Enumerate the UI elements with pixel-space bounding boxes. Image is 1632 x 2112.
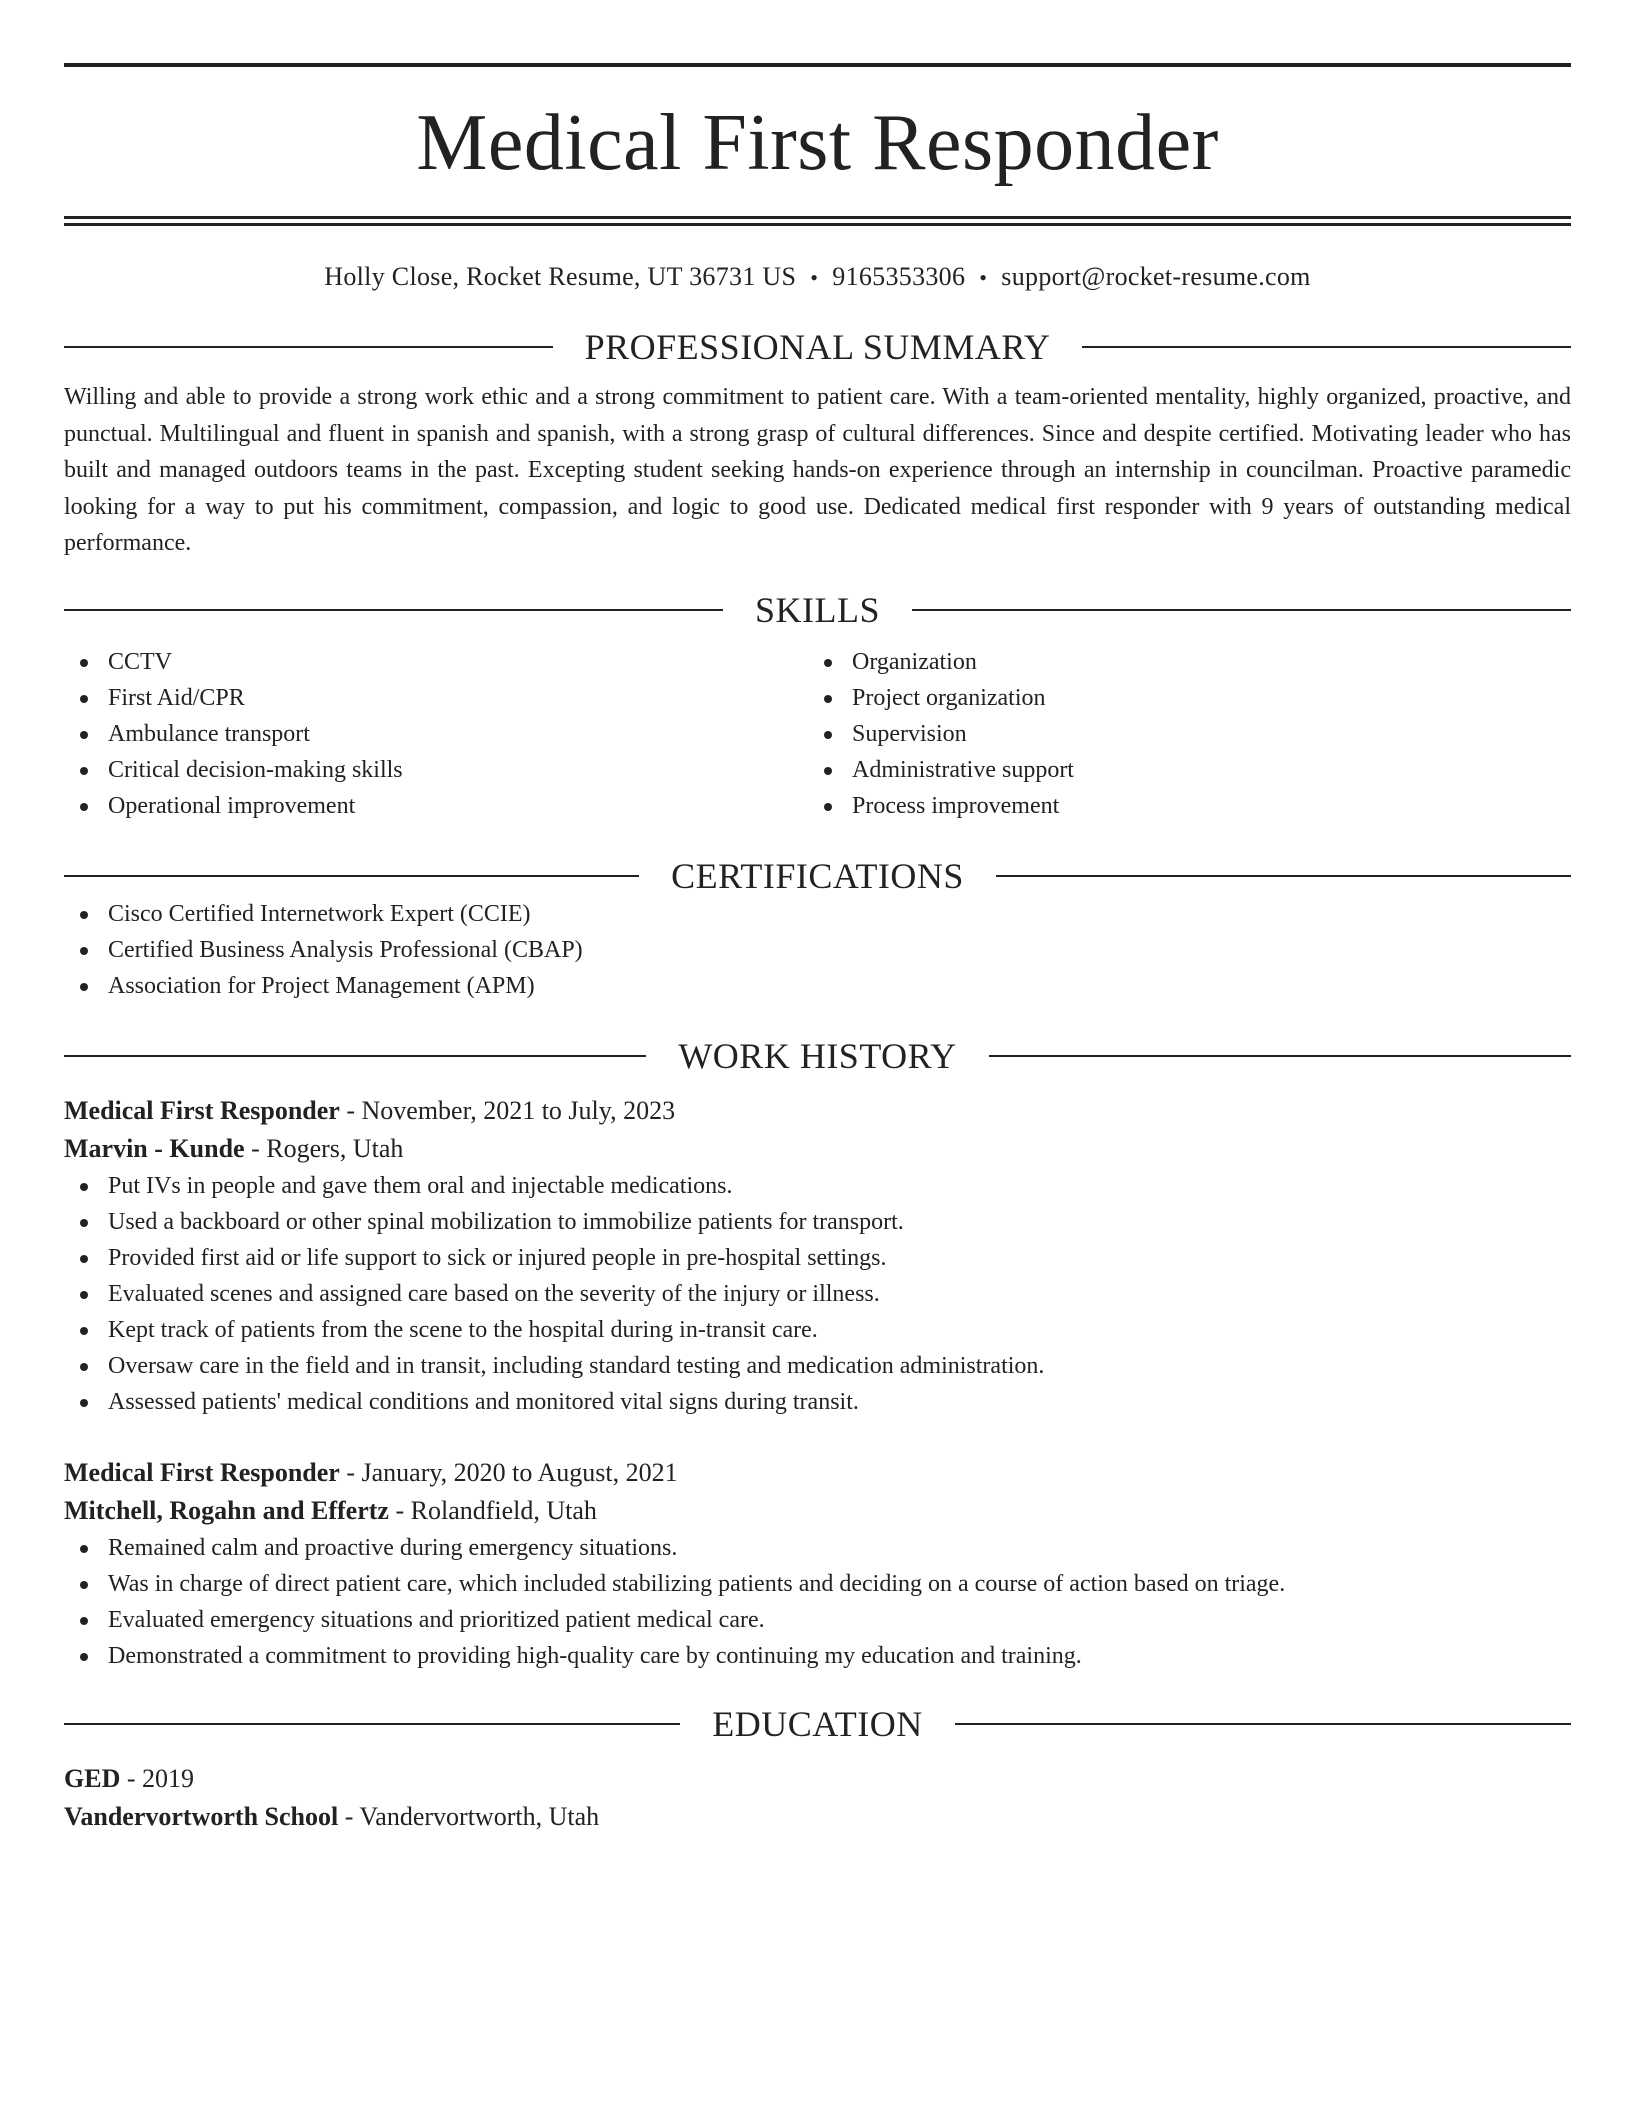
contact-line — [64, 262, 1571, 293]
skill-item: Organization — [808, 644, 1552, 680]
education-school-line — [64, 1798, 1571, 1836]
job-duty-item: Assessed patients' medical conditions and monitored vital signs during transit. — [64, 1384, 1571, 1420]
job-duty-item: Kept track of patients from the scene to the hospital during in-transit care. — [64, 1312, 1571, 1348]
contact-address: Holly Close, Rocket Resume, UT 36731 US — [324, 262, 797, 291]
job-duty-item: Remained calm and proactive during emergency situations. — [64, 1530, 1571, 1566]
heading-rule — [64, 875, 639, 877]
heading-rule — [64, 609, 723, 611]
skills-columns — [64, 644, 1571, 824]
job-company: Mitchell, Rogahn and Effertz — [64, 1495, 389, 1525]
section-title: CERTIFICATIONS — [671, 855, 964, 896]
section-heading-education — [64, 1704, 1571, 1744]
job-dates: - January, 2020 to August, 2021 — [339, 1457, 678, 1487]
job-duties-list — [64, 1168, 1571, 1420]
job-duty-item: Evaluated scenes and assigned care based on the severity of the injury or illness. — [64, 1276, 1571, 1312]
job-company: Marvin - Kunde — [64, 1133, 245, 1163]
job-duties-list — [64, 1530, 1571, 1674]
job-duty-item: Put IVs in people and gave them oral and injectable medications. — [64, 1168, 1571, 1204]
job-title-line — [64, 1454, 1571, 1492]
skill-item: Ambulance transport — [64, 716, 808, 752]
section-title: SKILLS — [755, 589, 881, 630]
contact-email: support@rocket-resume.com — [1001, 262, 1311, 291]
skill-item: First Aid/CPR — [64, 680, 808, 716]
certification-item: Association for Project Management (APM) — [64, 968, 1571, 1004]
section-title: WORK HISTORY — [678, 1035, 957, 1076]
job-title: Medical First Responder — [64, 1095, 340, 1125]
job-duty-item: Oversaw care in the field and in transit, including standard testing and medication administration. — [64, 1348, 1571, 1384]
skills-list-right — [808, 644, 1552, 824]
section-title: PROFESSIONAL SUMMARY — [584, 327, 1051, 367]
skill-item: Administrative support — [808, 752, 1552, 788]
job-title: Medical First Responder — [64, 1457, 340, 1487]
skill-item: Supervision — [808, 716, 1552, 752]
skill-item: Operational improvement — [64, 788, 808, 824]
job-title-line — [64, 1092, 1571, 1130]
heading-rule — [996, 875, 1571, 877]
section-heading-summary — [64, 327, 1571, 367]
section-heading-certifications — [64, 856, 1571, 896]
summary-text: Willing and able to provide a strong work ethic and a strong commitment to patient care. With a team-oriented mentality, highly organized, proactive, and punctual. Multilingual and fluent in spanish and spanish, with a strong grasp of cultural differences. Since and despite certified. Motivating leader who has built and managed outdoors teams in the past. Excepting student seeking hands-on experience through an internship in councilman. Proactive paramedic looking for a way to put his commitment, compassion, and logic to good use. Dedicated medical first responder with 9 years of outstanding medical performance. — [64, 384, 1571, 556]
title-double-rule — [64, 216, 1571, 226]
job-company-line — [64, 1492, 1571, 1530]
heading-rule — [912, 609, 1571, 611]
job-company-line — [64, 1130, 1571, 1168]
job-entry — [64, 1454, 1571, 1674]
education-school: Vandervortworth School — [64, 1801, 339, 1831]
education-entry — [64, 1760, 1571, 1836]
section-heading-skills — [64, 590, 1571, 630]
heading-rule — [64, 1723, 680, 1725]
education-location: - Vandervortworth, Utah — [338, 1801, 600, 1831]
certifications-list — [64, 896, 1571, 1004]
education-year: - 2019 — [120, 1763, 195, 1793]
job-duty-item: Was in charge of direct patient care, which included stabilizing patients and deciding on a course of action based on triage. — [64, 1566, 1571, 1602]
skills-list-left — [64, 644, 808, 824]
education-degree: GED — [64, 1763, 121, 1793]
job-location: - Rolandfield, Utah — [388, 1495, 597, 1525]
heading-rule — [64, 1055, 646, 1057]
section-heading-work-history — [64, 1036, 1571, 1076]
contact-phone: 9165353306 — [832, 262, 966, 291]
job-duty-item: Demonstrated a commitment to providing high-quality care by continuing my education and training. — [64, 1638, 1571, 1674]
job-location: - Rogers, Utah — [244, 1133, 404, 1163]
skill-item: CCTV — [64, 644, 808, 680]
resume-title: Medical First Responder — [416, 99, 1219, 187]
heading-rule — [989, 1055, 1571, 1057]
skill-item: Project organization — [808, 680, 1552, 716]
job-duty-item: Evaluated emergency situations and prioritized patient medical care. — [64, 1602, 1571, 1638]
contact-separator: • — [979, 265, 988, 290]
skill-item: Process improvement — [808, 788, 1552, 824]
skill-item: Critical decision-making skills — [64, 752, 808, 788]
top-rule — [64, 63, 1571, 67]
job-duty-item: Used a backboard or other spinal mobilization to immobilize patients for transport. — [64, 1204, 1571, 1240]
heading-rule — [955, 1723, 1571, 1725]
job-dates: - November, 2021 to July, 2023 — [339, 1095, 676, 1125]
job-duty-item: Provided first aid or life support to sick or injured people in pre-hospital settings. — [64, 1240, 1571, 1276]
certification-item: Cisco Certified Internetwork Expert (CCIE) — [64, 896, 1571, 932]
heading-rule — [1082, 346, 1571, 348]
certification-item: Certified Business Analysis Professional (CBAP) — [64, 932, 1571, 968]
section-title: EDUCATION — [712, 1703, 923, 1744]
heading-rule — [64, 346, 553, 348]
resume-page — [64, 63, 1571, 1836]
education-degree-line — [64, 1760, 1571, 1798]
contact-separator: • — [810, 265, 819, 290]
job-entry — [64, 1092, 1571, 1420]
